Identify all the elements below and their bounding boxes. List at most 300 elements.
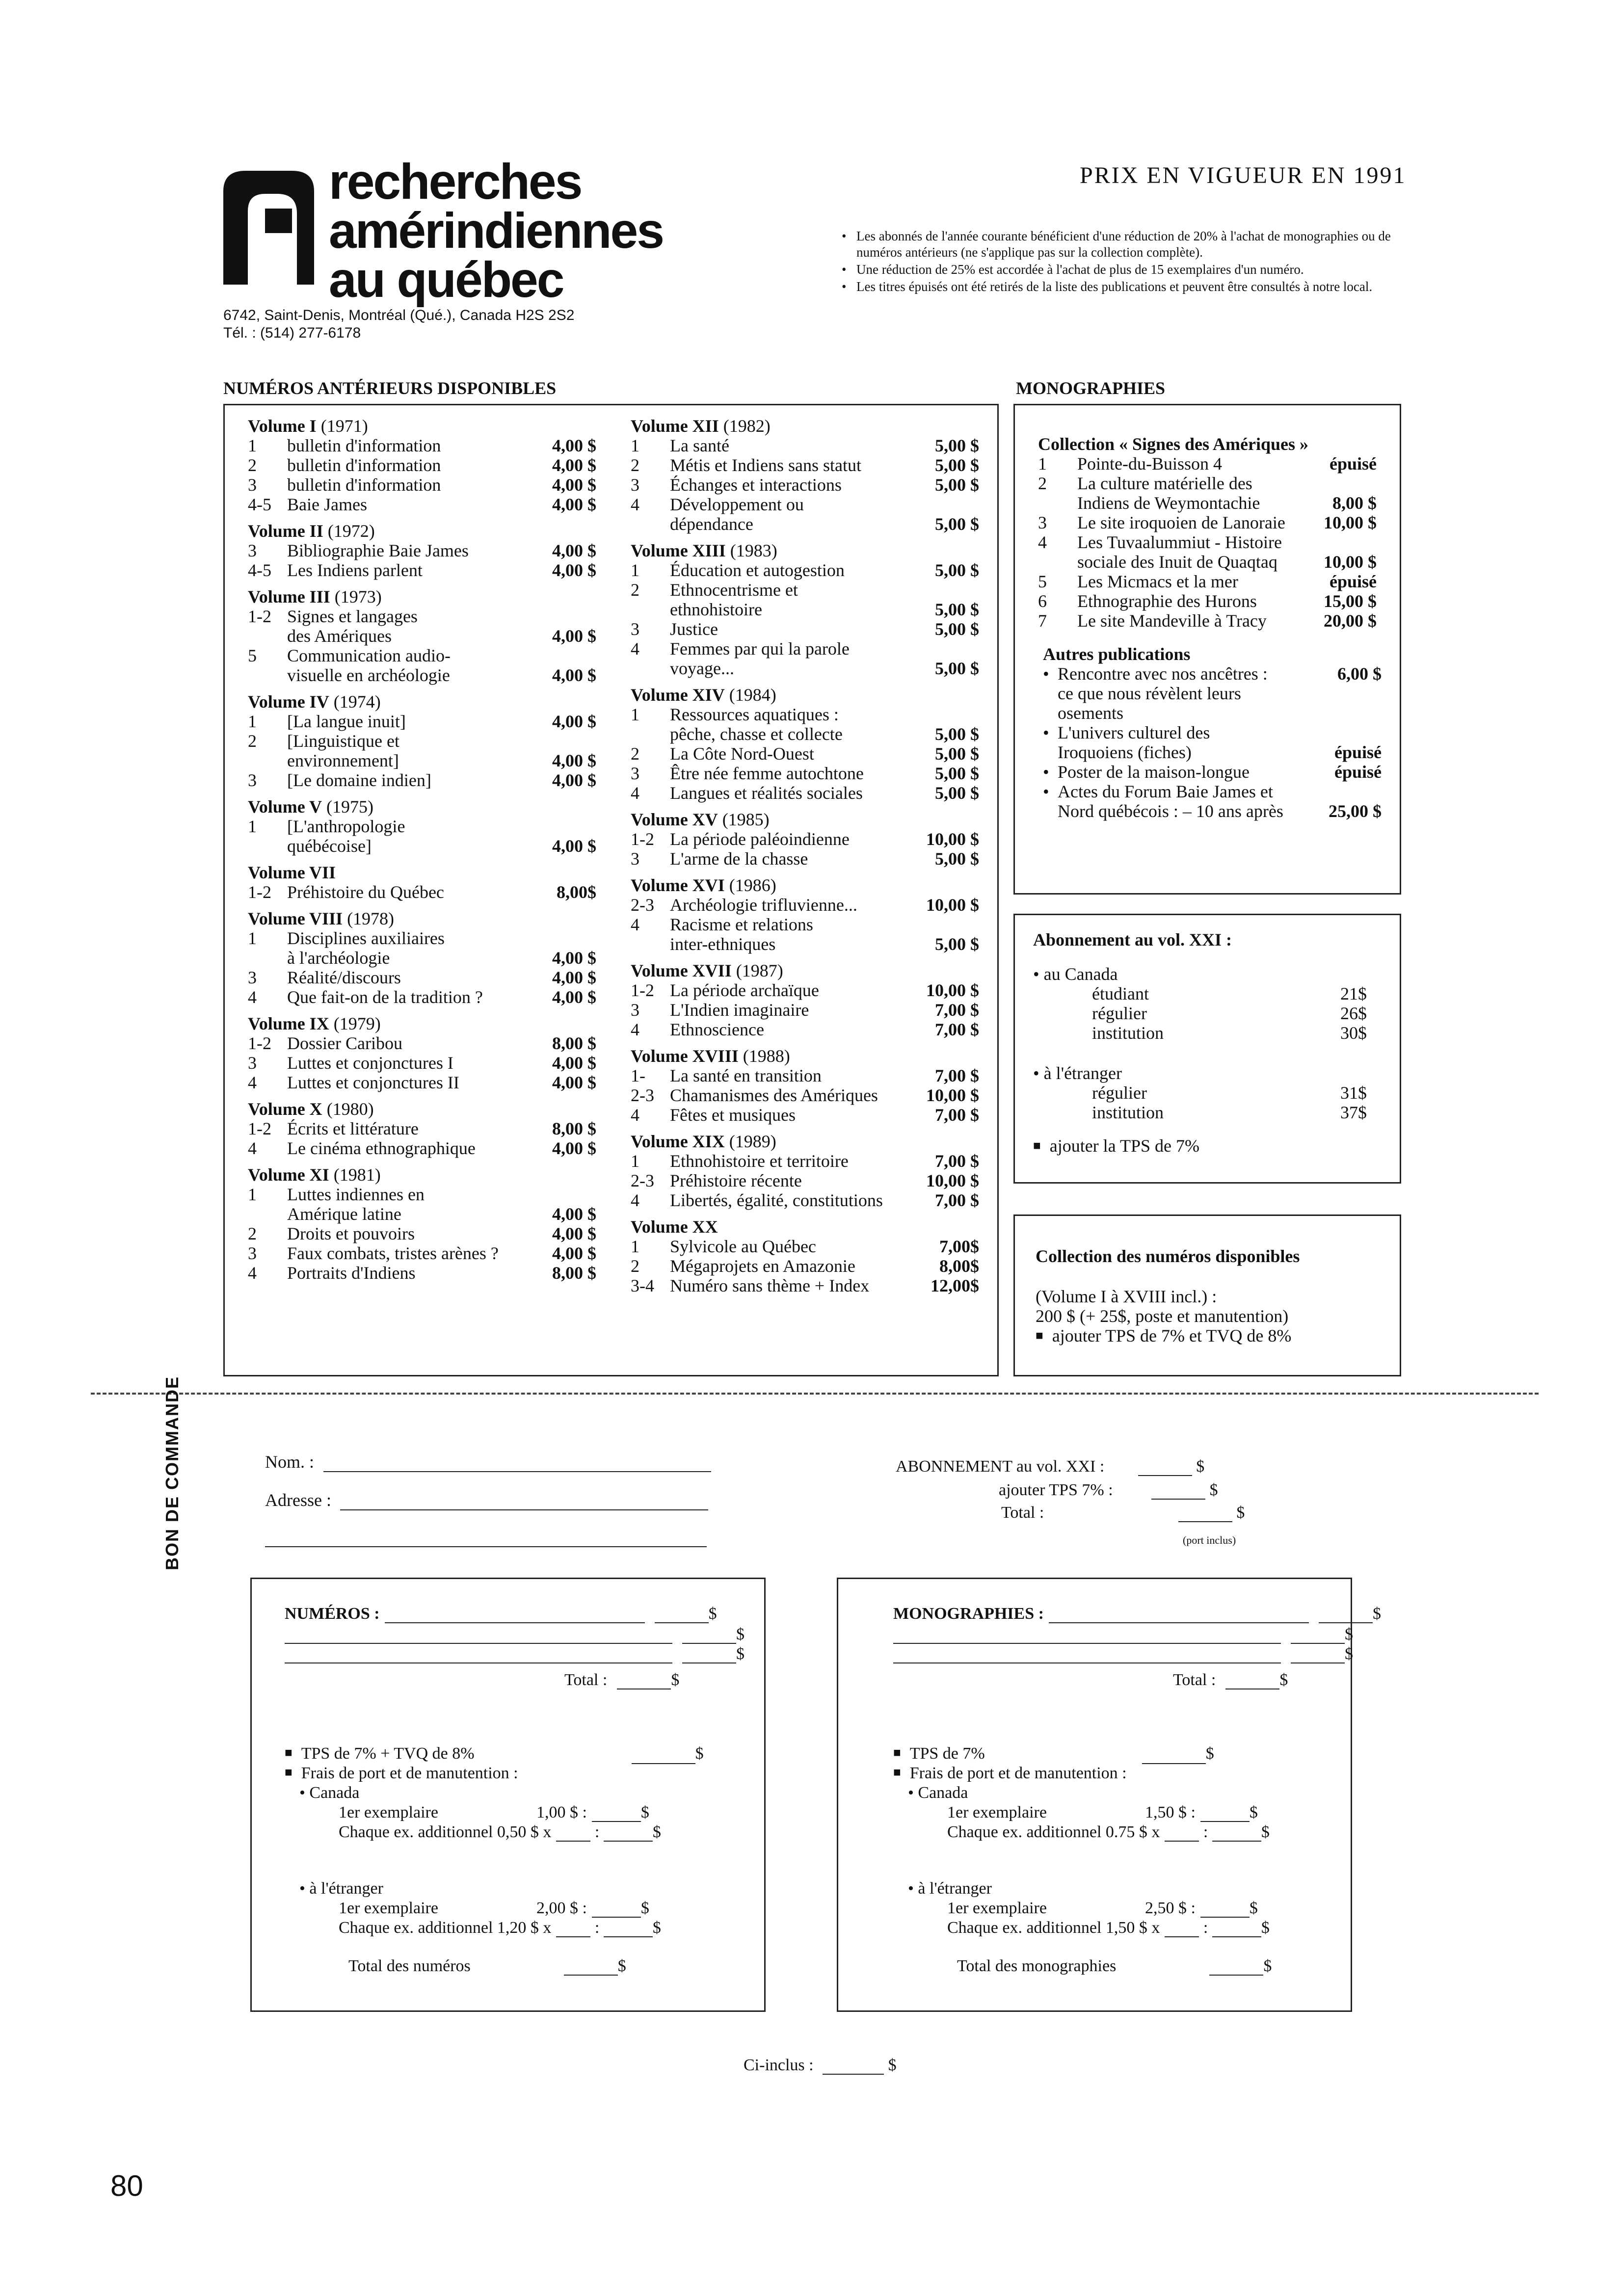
volume-year: (1978) — [343, 909, 395, 928]
issue-price: 8,00 $ — [552, 1263, 596, 1283]
autre-publication-title: osements — [1058, 703, 1123, 723]
issue-title: La santé en transition — [670, 1066, 822, 1085]
monographie-title: Les Tuvaalummiut - Histoire — [1077, 532, 1282, 552]
abonnement-rate-price: 21$ — [1340, 984, 1367, 1003]
issue-title: Le cinéma ethnographique — [287, 1138, 476, 1158]
tax-amount-field[interactable] — [1142, 1763, 1206, 1764]
dollar-sign: $ — [1205, 1744, 1214, 1763]
note-item: • Les abonnés de l'année courante bénéficient d'une réduction de 20% à l'achat de monographies ou de numéros antérieurs (ne s'applique pas sur la collection complète). — [842, 228, 1396, 261]
issue-number: 1-2 — [248, 1119, 271, 1138]
nom-row — [265, 1452, 711, 1472]
volume-name: Volume X — [248, 1099, 322, 1119]
order-line-field[interactable] — [893, 1643, 1281, 1644]
abonnement-rate-row — [1033, 1003, 1367, 1023]
issue-title: visuelle en archéologie — [287, 665, 450, 685]
issue-price: 4,00 $ — [552, 436, 596, 455]
issue-row — [631, 915, 979, 934]
issue-row — [248, 1138, 596, 1158]
volume-name: Volume III — [248, 587, 330, 607]
issue-number: 3 — [248, 541, 257, 560]
square-bullet — [893, 1744, 910, 1763]
autre-publication-title: L'univers culturel des — [1058, 723, 1210, 742]
issue-title: Amérique latine — [287, 1204, 401, 1224]
volume-name: Volume VIII — [248, 909, 343, 928]
issue-price: 4,00 $ — [552, 495, 596, 514]
spacer — [1033, 1023, 1092, 1043]
issue-row — [631, 639, 979, 659]
premier-amount-field[interactable] — [592, 1917, 641, 1918]
issue-number: 2 — [631, 744, 639, 764]
issue-row — [631, 495, 979, 514]
issue-price: 4,00 $ — [552, 751, 596, 770]
collection-title: Collection des numéros disponibles — [1036, 1246, 1300, 1266]
abonnement-etranger: • à l'étranger — [1033, 1063, 1122, 1083]
issue-row — [248, 770, 596, 790]
order-total-label: Total : — [564, 1671, 608, 1689]
abonnement-rate-label: régulier — [1092, 1083, 1147, 1103]
volume-year: (1989) — [724, 1132, 776, 1151]
autre-publication-price: 25,00 $ — [1329, 801, 1382, 821]
abonnement-rate-label: institution — [1092, 1023, 1164, 1043]
issue-number: 4 — [631, 783, 639, 803]
grand-total-field[interactable] — [564, 1975, 618, 1976]
canada-row — [299, 1784, 359, 1802]
issue-number: 4 — [631, 915, 639, 934]
spacer — [1033, 1083, 1092, 1103]
issue-price: 8,00$ — [939, 1256, 979, 1276]
volume-heading — [248, 587, 596, 607]
canada-label: • Canada — [299, 1784, 360, 1802]
note-item: • Une réduction de 25% est accordée à l'achat de plus de 15 exemplaires d'un numéro. — [842, 262, 1396, 278]
issue-title: Développement ou — [670, 495, 804, 514]
premier-label: 1er exemplaire — [339, 1899, 438, 1917]
issue-number: 2 — [248, 455, 257, 475]
premier-row — [947, 1899, 1258, 1918]
abonnement-rate-row — [1033, 1083, 1367, 1103]
issue-price: 4,00 $ — [552, 1053, 596, 1073]
adresse-field[interactable] — [340, 1509, 708, 1510]
abo-total-label: Total : — [1001, 1504, 1044, 1522]
dollar-sign: $ — [1372, 1605, 1381, 1623]
dollar-sign: $ — [1261, 1823, 1270, 1841]
issue-title: Dossier Caribou — [287, 1033, 402, 1053]
issue-title: Que fait-on de la tradition ? — [287, 987, 483, 1007]
premier-amount-field[interactable] — [592, 1821, 641, 1822]
issue-row — [631, 724, 979, 744]
monographie-number: 2 — [1038, 474, 1047, 493]
abonnement-rate-label: institution — [1092, 1103, 1164, 1122]
volume-heading — [248, 909, 596, 928]
etranger-label: • à l'étranger — [299, 1879, 383, 1898]
order-total-row — [1173, 1671, 1288, 1689]
volume-name: Volume XII — [631, 416, 719, 436]
abonnement-rate-row — [1033, 1103, 1367, 1122]
monographie-row — [1038, 611, 1382, 631]
issue-price: 4,00 $ — [552, 665, 596, 685]
volume-year: (1982) — [718, 416, 771, 436]
monographie-row — [1038, 552, 1382, 572]
bullet: • — [1043, 664, 1049, 684]
adresse-row-2 — [265, 1529, 707, 1547]
issue-number: 4-5 — [248, 495, 271, 514]
monographie-price: 20,00 $ — [1324, 611, 1377, 631]
volume-name: Volume XIII — [631, 541, 726, 560]
issue-row — [631, 829, 979, 849]
order-row — [285, 1645, 745, 1663]
abonnement-rate-price: 30$ — [1340, 1023, 1367, 1043]
square-bullet — [285, 1764, 301, 1782]
autre-publication-title: Rencontre avec nos ancêtres : — [1058, 664, 1268, 684]
issue-row — [248, 475, 596, 495]
issue-title: La Côte Nord-Ouest — [670, 744, 814, 764]
issue-title: Disciplines auxiliaires — [287, 928, 445, 948]
issue-row — [248, 968, 596, 987]
issue-price: 4,00 $ — [552, 987, 596, 1007]
canada-label: • Canada — [908, 1784, 968, 1802]
logo-wordmark — [329, 154, 663, 308]
qty-field[interactable] — [1165, 1841, 1199, 1842]
issue-number: 4 — [631, 1020, 639, 1039]
autre-publication-row — [1043, 684, 1382, 703]
issue-title: Réalité/discours — [287, 968, 401, 987]
etranger-row — [908, 1879, 992, 1898]
issue-price: 10,00 $ — [926, 1085, 979, 1105]
volume-heading — [631, 1217, 979, 1237]
chaque-amount-field[interactable] — [1212, 1841, 1261, 1842]
issue-row — [631, 600, 979, 619]
issue-price: 10,00 $ — [926, 829, 979, 849]
monographie-row — [1038, 532, 1382, 552]
adresse-field-2[interactable] — [265, 1546, 707, 1547]
issue-row — [248, 665, 596, 685]
issue-price: 5,00 $ — [935, 724, 979, 744]
issue-price: 7,00 $ — [935, 1190, 979, 1210]
dollar-sign: $ — [1249, 1803, 1258, 1821]
dollar-sign: $ — [1345, 1645, 1353, 1663]
chaque-row — [947, 1919, 1270, 1937]
volume-name: Volume IX — [248, 1014, 329, 1033]
volume-year: (1984) — [724, 685, 776, 705]
issue-price: 4,00 $ — [552, 770, 596, 790]
numeros-column-b — [631, 416, 979, 1295]
issue-number: 2-3 — [631, 895, 654, 915]
issue-title: Justice — [670, 619, 718, 639]
price-heading: PRIX EN VIGUEUR EN 1991 — [1080, 162, 1407, 188]
issue-price: 5,00 $ — [935, 849, 979, 869]
issue-price: 8,00 $ — [552, 1119, 596, 1138]
premier-amount-field[interactable] — [1200, 1821, 1250, 1822]
square-bullet — [285, 1744, 301, 1763]
dollar-sign: $ — [640, 1803, 649, 1821]
issue-row — [248, 987, 596, 1007]
issue-number: 1- — [631, 1066, 645, 1085]
tax-row — [285, 1744, 704, 1764]
issue-row — [631, 1020, 979, 1039]
issue-title: La santé — [670, 436, 729, 455]
autre-publication-title: ce que nous révèlent leurs — [1058, 684, 1241, 703]
issue-price: 7,00$ — [939, 1237, 979, 1256]
chaque-amount-field[interactable] — [1212, 1936, 1261, 1937]
premier-label: 1er exemplaire — [947, 1803, 1047, 1821]
chaque-label: Chaque ex. additionnel 0.75 $ x — [947, 1823, 1160, 1841]
issue-price: 10,00 $ — [926, 1171, 979, 1190]
volume-year: (1986) — [724, 875, 776, 895]
chaque-row — [339, 1823, 661, 1842]
monographie-row — [1038, 591, 1382, 611]
autre-publication-row — [1043, 664, 1382, 684]
monographie-row — [1038, 572, 1382, 591]
volume-heading — [631, 810, 979, 829]
issue-price: 4,00 $ — [552, 541, 596, 560]
dollar-sign: $ — [888, 2056, 897, 2074]
order-amount-field[interactable] — [655, 1622, 709, 1623]
order-row — [893, 1625, 1353, 1644]
issue-row — [631, 659, 979, 678]
autres-list — [1043, 664, 1382, 821]
order-total-row — [564, 1671, 679, 1689]
issue-title: Sylvicole au Québec — [670, 1237, 816, 1256]
autres-title: Autres publications — [1043, 644, 1191, 664]
abo-total-field[interactable] — [1178, 1521, 1232, 1522]
issue-number: 1-2 — [631, 829, 654, 849]
monographie-row — [1038, 513, 1382, 532]
spacer — [1033, 1003, 1092, 1023]
order-amount-field[interactable] — [682, 1643, 736, 1644]
nom-field[interactable] — [323, 1471, 711, 1472]
issue-title: Préhistoire du Québec — [287, 882, 444, 902]
issue-title: [L'anthropologie — [287, 817, 405, 836]
issue-row — [248, 436, 596, 455]
issue-row — [631, 705, 979, 724]
issue-number: 3-4 — [631, 1276, 654, 1295]
issue-row — [631, 1000, 979, 1020]
issue-number: 2 — [248, 731, 257, 751]
issue-title: Faux combats, tristes arènes ? — [287, 1243, 499, 1263]
order-amount-field[interactable] — [1291, 1643, 1345, 1644]
grand-total-label: Total des numéros — [348, 1957, 471, 1975]
issue-title: bulletin d'information — [287, 475, 441, 495]
dollar-sign: $ — [1263, 1957, 1272, 1975]
qty-field[interactable] — [556, 1936, 590, 1937]
volume-year: (1987) — [731, 961, 783, 980]
volume-name: Volume XX — [631, 1217, 718, 1237]
issue-title: dépendance — [670, 514, 753, 534]
issue-title: Éducation et autogestion — [670, 560, 845, 580]
issue-title: à l'archéologie — [287, 948, 390, 968]
volume-name: Volume V — [248, 797, 322, 817]
collection-line-2: 200 $ (+ 25$, poste et manutention) — [1036, 1306, 1289, 1326]
monographie-title: Le site Mandeville à Tracy — [1077, 611, 1267, 631]
tax-amount-field[interactable] — [632, 1763, 695, 1764]
bullet: • — [1043, 782, 1049, 801]
autre-publication-row — [1043, 723, 1382, 742]
order-title-row — [893, 1605, 1381, 1623]
issue-number: 4 — [631, 639, 639, 659]
premier-amount-field[interactable] — [1200, 1917, 1250, 1918]
abonnement-rate-label: étudiant — [1092, 984, 1149, 1003]
abonnement-etranger-list — [1033, 1083, 1367, 1122]
issue-row — [631, 849, 979, 869]
dollar-sign: $ — [1345, 1625, 1353, 1643]
volume-name: Volume XI — [248, 1165, 329, 1185]
issue-row — [248, 751, 596, 770]
issue-row — [248, 1033, 596, 1053]
order-title: MONOGRAPHIES : — [893, 1605, 1044, 1623]
dollar-sign: $ — [671, 1671, 680, 1689]
chaque-label: Chaque ex. additionnel 1,20 $ x — [339, 1919, 552, 1937]
dollar-sign: $ — [736, 1645, 745, 1663]
issue-row — [248, 560, 596, 580]
issue-title: Numéro sans thème + Index — [670, 1276, 870, 1295]
issue-number: 4 — [248, 987, 257, 1007]
ci-inclus-field[interactable] — [823, 2074, 884, 2075]
premier-price: 1,00 $ : — [536, 1803, 587, 1821]
issue-number: 4-5 — [248, 560, 271, 580]
adresse-row — [265, 1491, 708, 1510]
ci-inclus-row — [744, 2056, 897, 2075]
autre-publication-row — [1043, 762, 1382, 782]
issue-price: 5,00 $ — [935, 455, 979, 475]
issue-price: 5,00 $ — [935, 659, 979, 678]
volume-heading — [248, 692, 596, 712]
issue-number: 1-2 — [248, 1033, 271, 1053]
issue-title: Chamanismes des Amériques — [670, 1085, 878, 1105]
issue-number: 1 — [631, 436, 639, 455]
issue-number: 1 — [248, 817, 257, 836]
chaque-amount-field[interactable] — [604, 1936, 653, 1937]
issue-number: 2 — [631, 580, 639, 600]
spacer — [1033, 1103, 1092, 1122]
volume-year: (1985) — [718, 810, 770, 829]
dollar-sign: $ — [652, 1919, 661, 1937]
issue-price: 4,00 $ — [552, 475, 596, 495]
issue-title: Archéologie trifluvienne... — [670, 895, 857, 915]
issue-number: 3 — [248, 1243, 257, 1263]
issue-title: Fêtes et musiques — [670, 1105, 796, 1125]
issue-row — [631, 580, 979, 600]
square-bullet — [893, 1764, 910, 1782]
volume-name: Volume VII — [248, 863, 336, 882]
issue-number: 5 — [248, 646, 257, 665]
issue-title: Ethnoscience — [670, 1020, 764, 1039]
abo-amount-field[interactable] — [1138, 1475, 1192, 1476]
logo-line-1: recherches — [329, 154, 582, 210]
issue-number: 2 — [631, 1256, 639, 1276]
monographie-title: Indiens de Weymontachie — [1077, 493, 1260, 513]
canada-row — [908, 1784, 968, 1802]
issue-price: 10,00 $ — [926, 895, 979, 915]
issue-title: voyage... — [670, 659, 734, 678]
qty-field[interactable] — [556, 1841, 590, 1842]
spacer — [1033, 984, 1092, 1003]
volume-heading — [631, 1132, 979, 1151]
issue-title: Portraits d'Indiens — [287, 1263, 416, 1283]
issue-row — [631, 1256, 979, 1276]
dollar-sign: $ — [1209, 1481, 1218, 1499]
volume-name: Volume XIX — [631, 1132, 725, 1151]
monographie-title: La culture matérielle des — [1077, 474, 1252, 493]
autre-publication-price: épuisé — [1334, 762, 1382, 782]
monographie-price: épuisé — [1329, 454, 1377, 474]
qty-field[interactable] — [1165, 1936, 1199, 1937]
logo-mark — [218, 162, 321, 285]
issue-number: 1 — [631, 560, 639, 580]
issue-row — [631, 980, 979, 1000]
order-line-field[interactable] — [385, 1622, 645, 1623]
monographie-row — [1038, 493, 1382, 513]
order-line-field[interactable] — [285, 1643, 672, 1644]
grand-total-label: Total des monographies — [957, 1957, 1117, 1975]
issue-title: Libertés, égalité, constitutions — [670, 1190, 883, 1210]
dollar-sign: $ — [708, 1605, 717, 1623]
page-number: 80 — [110, 2169, 143, 2202]
issue-price: 7,00 $ — [935, 1000, 979, 1020]
order-row — [285, 1625, 745, 1644]
autre-publication-row — [1043, 703, 1382, 723]
volume-year: (1981) — [329, 1165, 381, 1185]
issue-price: 5,00 $ — [935, 744, 979, 764]
issue-number: 1-2 — [248, 607, 271, 626]
issue-row — [248, 836, 596, 856]
grand-total-field[interactable] — [1209, 1975, 1263, 1976]
volume-year: (1979) — [329, 1014, 381, 1033]
frais-label: Frais de port et de manutention : — [301, 1764, 518, 1782]
issue-row — [248, 1224, 596, 1243]
numeros-section-title: NUMÉROS ANTÉRIEURS DISPONIBLES — [223, 378, 557, 398]
volume-heading — [631, 685, 979, 705]
issue-row — [248, 1185, 596, 1204]
autre-publication-row — [1043, 782, 1382, 801]
issue-number: 2 — [631, 455, 639, 475]
abo-tps-field[interactable] — [1151, 1499, 1205, 1500]
issue-number: 4 — [631, 495, 639, 514]
issue-number: 1-2 — [248, 882, 271, 902]
issue-row — [248, 1119, 596, 1138]
chaque-row — [947, 1823, 1270, 1842]
dollar-sign: $ — [736, 1625, 745, 1643]
monographie-number: 7 — [1038, 611, 1047, 631]
order-amount-field[interactable] — [1319, 1622, 1373, 1623]
autre-publication-row — [1043, 801, 1382, 821]
abonnement-canada: • au Canada — [1033, 964, 1118, 984]
autre-publication-title: Actes du Forum Baie James et — [1058, 782, 1273, 801]
dollar-sign: $ — [1279, 1671, 1288, 1689]
issue-row — [248, 1073, 596, 1092]
volume-year: (1980) — [322, 1099, 374, 1119]
issue-title: [Linguistique et — [287, 731, 399, 751]
issue-title: Ressources aquatiques : — [670, 705, 839, 724]
issue-title: Baie James — [287, 495, 367, 514]
chaque-amount-field[interactable] — [604, 1841, 653, 1842]
premier-label: 1er exemplaire — [947, 1899, 1047, 1917]
issue-price: 7,00 $ — [935, 1066, 979, 1085]
dollar-sign: $ — [640, 1899, 649, 1917]
issue-number: 3 — [631, 619, 639, 639]
adresse-label: Adresse : — [265, 1490, 331, 1510]
issue-title: Femmes par qui la parole — [670, 639, 850, 659]
abonnement-rate-price: 26$ — [1340, 1003, 1367, 1023]
abo-total-row — [1001, 1504, 1245, 1522]
collection-block — [1036, 1246, 1300, 1347]
issue-row — [631, 1171, 979, 1190]
colon: : — [1199, 1823, 1212, 1841]
dollar-sign: $ — [1196, 1457, 1205, 1476]
collection-signes-title: Collection « Signes des Amériques » — [1038, 434, 1309, 454]
monographie-price: 10,00 $ — [1324, 513, 1377, 532]
order-line-field[interactable] — [1049, 1622, 1309, 1623]
monographie-price: 8,00 $ — [1332, 493, 1377, 513]
premier-row — [947, 1803, 1258, 1822]
